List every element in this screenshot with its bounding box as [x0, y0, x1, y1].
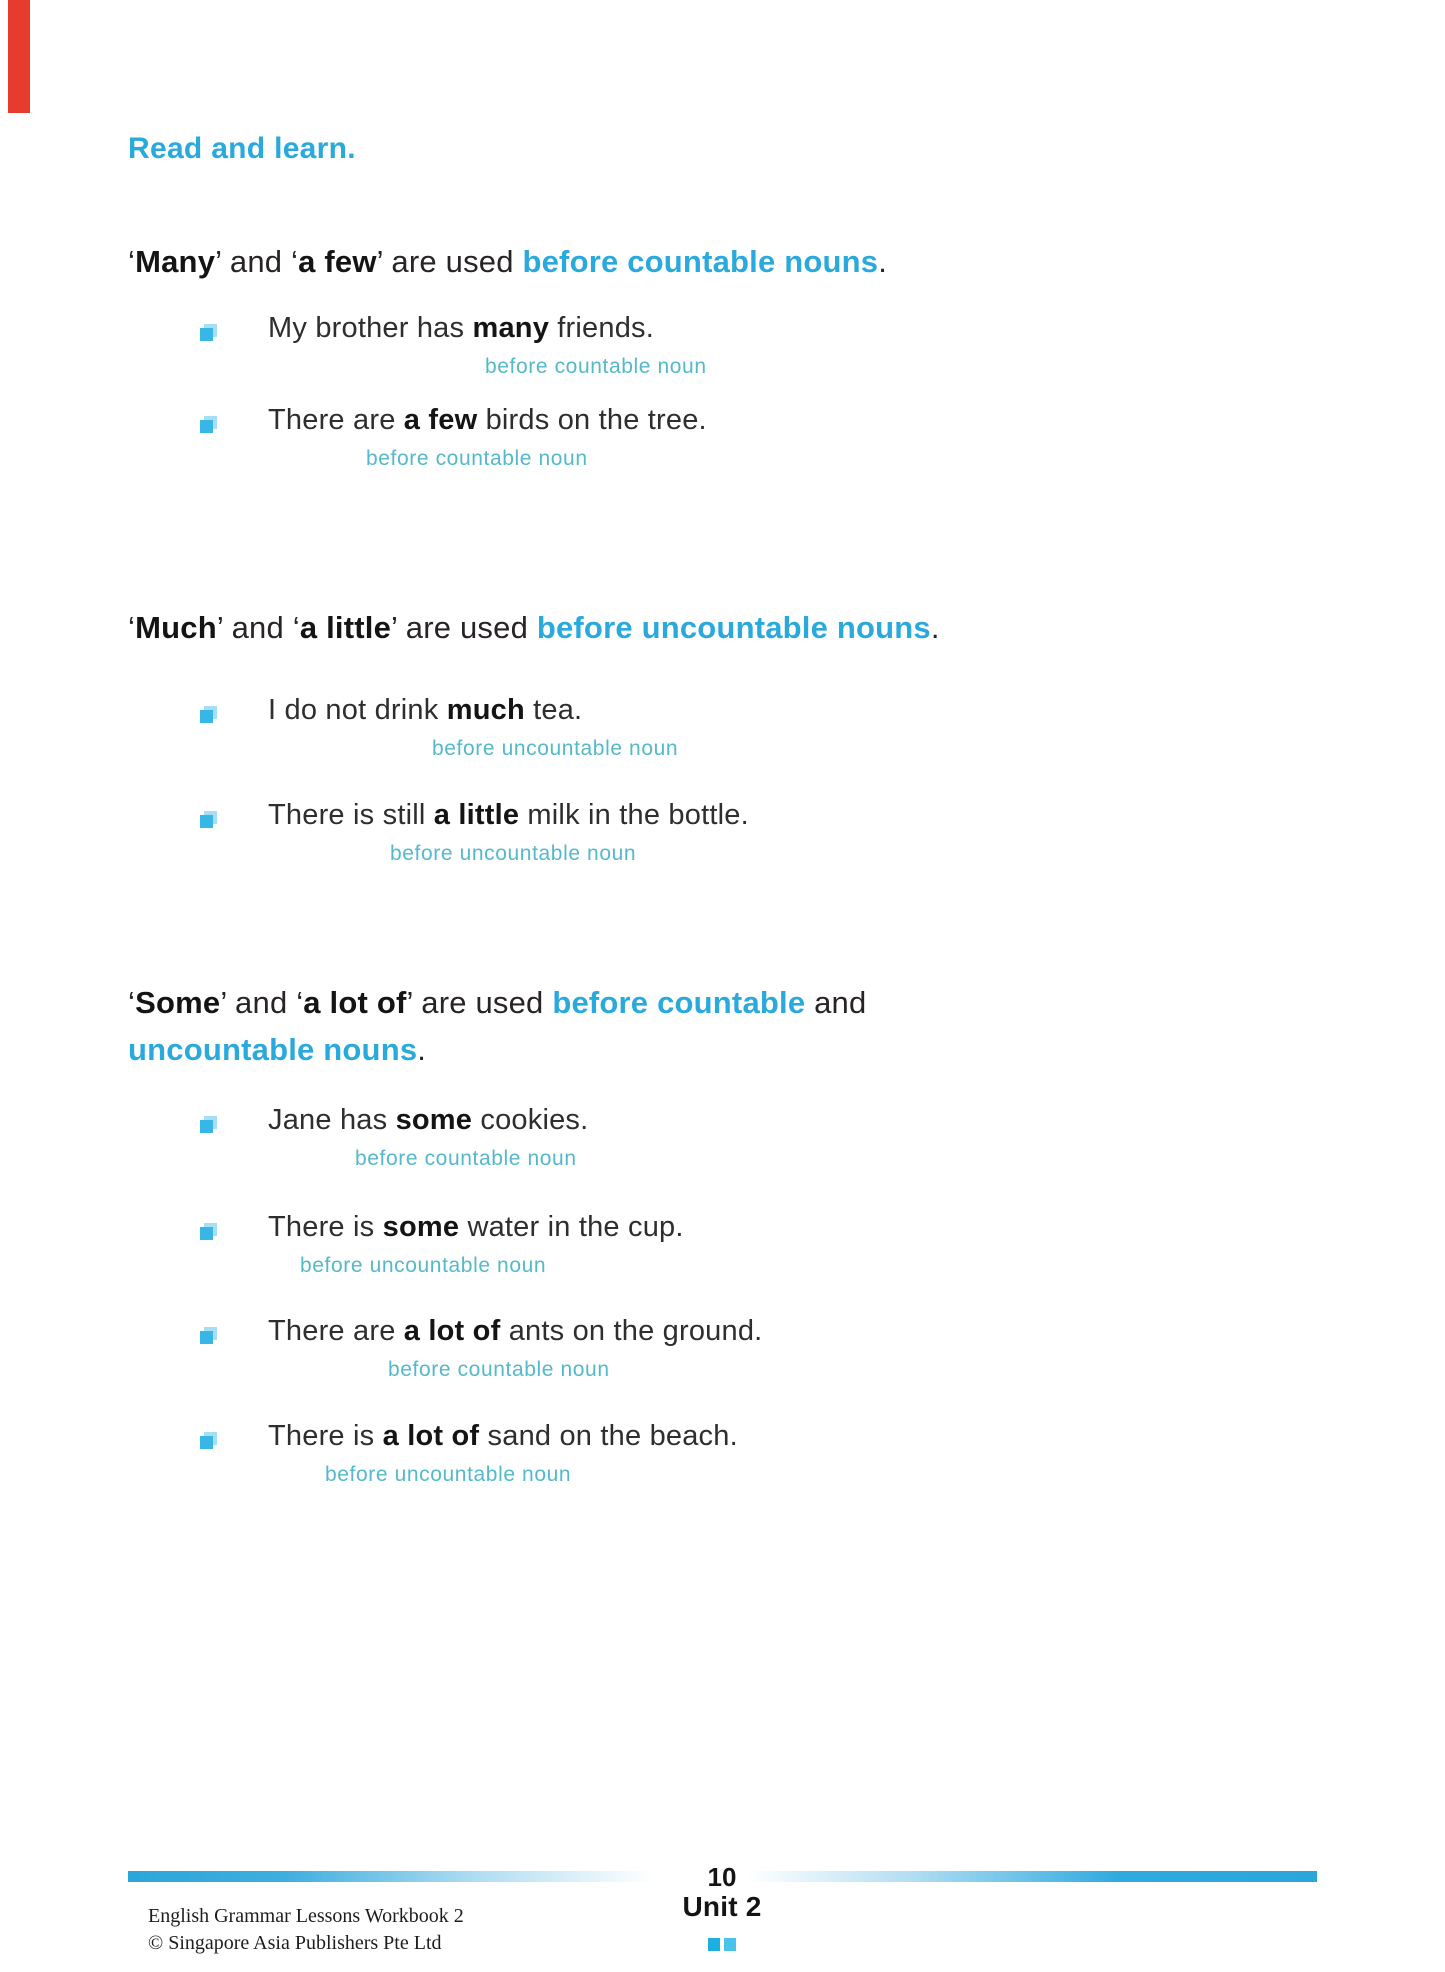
sentence-segment: some — [395, 1104, 473, 1136]
heading-segment: a little — [299, 610, 392, 645]
sentence-segment: Jane has — [268, 1104, 396, 1136]
sentence-segment: I do not drink — [268, 694, 447, 726]
heading-segment: ‘ — [128, 985, 136, 1020]
sentence-segment: a few — [403, 404, 478, 436]
heading-segment: and — [805, 985, 867, 1020]
example-row — [0, 1211, 1445, 1291]
book-title: English Grammar Lessons Workbook 2 — [148, 1905, 464, 1927]
imprint — [148, 1903, 464, 1957]
sentence-segment: many — [472, 312, 550, 344]
unit-square-icon — [708, 1938, 720, 1951]
example-sentence — [268, 1104, 588, 1137]
grammar-annotation: before countable noun — [388, 1358, 610, 1381]
sentence-segment: a lot of — [382, 1420, 480, 1452]
page-number: 10 — [707, 1862, 737, 1892]
heading-segment: before uncountable nouns — [536, 610, 931, 645]
grammar-annotation: before countable noun — [355, 1147, 577, 1170]
heading-segment: ‘ — [128, 610, 136, 645]
section-heading — [128, 238, 1278, 285]
grammar-annotation: before uncountable noun — [325, 1463, 572, 1486]
example-row — [0, 404, 1445, 484]
sentence-segment: water in the cup. — [459, 1211, 684, 1243]
sentence-segment: My brother has — [268, 312, 473, 344]
example-row — [0, 1315, 1445, 1395]
example-row — [0, 1104, 1445, 1184]
page-title: Read and learn. — [128, 132, 356, 165]
sentence-segment: There is — [268, 1211, 383, 1243]
sentence-segment: There are — [268, 404, 404, 436]
red-corner-mark — [8, 0, 30, 113]
section-heading — [128, 979, 1278, 1073]
example-sentence — [268, 404, 707, 437]
cube-bullet-icon — [200, 1116, 217, 1133]
heading-segment: Much — [135, 610, 217, 645]
sentence-segment: sand on the beach. — [479, 1420, 738, 1452]
heading-segment: ’ and ‘ — [216, 610, 300, 645]
sentence-segment: much — [446, 694, 525, 726]
cube-bullet-icon — [200, 1223, 217, 1240]
heading-segment: before countable — [552, 985, 806, 1020]
sentence-segment: There is — [268, 1420, 383, 1452]
heading-segment: ’ are used — [376, 244, 523, 279]
grammar-annotation: before uncountable noun — [300, 1254, 547, 1277]
heading-segment: ’ are used — [406, 985, 553, 1020]
grammar-annotation: before countable noun — [485, 355, 707, 378]
sentence-segment: friends. — [549, 312, 655, 344]
heading-segment: Some — [135, 985, 221, 1020]
heading-segment: a few — [298, 244, 377, 279]
heading-segment: ’ and ‘ — [220, 985, 304, 1020]
unit-label: Unit 2 — [682, 1891, 762, 1922]
example-row — [0, 694, 1445, 774]
cube-bullet-icon — [200, 416, 217, 433]
cube-bullet-icon — [200, 706, 217, 723]
example-sentence — [268, 799, 749, 832]
heading-segment: Many — [135, 244, 216, 279]
heading-segment: ’ and ‘ — [215, 244, 299, 279]
heading-segment: . — [878, 244, 888, 279]
grammar-annotation: before countable noun — [366, 447, 588, 470]
sentence-segment: There is still — [268, 799, 434, 831]
section-heading — [128, 604, 1278, 651]
example-sentence — [268, 1211, 684, 1244]
double-square-icon — [622, 1938, 822, 1951]
heading-segment: a lot of — [303, 985, 407, 1020]
sentence-segment: a lot of — [403, 1315, 501, 1347]
heading-segment: before countable nouns — [522, 244, 879, 279]
sentence-segment: milk in the bottle. — [519, 799, 749, 831]
example-sentence — [268, 1315, 762, 1348]
sentence-segment: a little — [433, 799, 520, 831]
example-row — [0, 799, 1445, 879]
example-sentence — [268, 1420, 738, 1453]
sentence-segment: ants on the ground. — [500, 1315, 763, 1347]
grammar-annotation: before uncountable noun — [432, 737, 679, 760]
example-sentence — [268, 694, 582, 727]
footer-rule-left-icon — [128, 1871, 653, 1882]
sentence-segment: some — [382, 1211, 460, 1243]
copyright-line: © Singapore Asia Publishers Pte Ltd — [148, 1932, 442, 1954]
sentence-segment: cookies. — [472, 1104, 589, 1136]
sentence-segment: tea. — [524, 694, 583, 726]
heading-segment: ’ are used — [391, 610, 537, 645]
sentence-segment: There are — [268, 1315, 404, 1347]
example-sentence — [268, 312, 654, 345]
cube-bullet-icon — [200, 811, 217, 828]
cube-bullet-icon — [200, 1327, 217, 1344]
cube-bullet-icon — [200, 1432, 217, 1449]
heading-segment: . — [930, 610, 940, 645]
example-row — [0, 312, 1445, 392]
unit-square-icon — [724, 1938, 736, 1951]
heading-segment: ‘ — [128, 244, 136, 279]
footer-rule-right-icon — [748, 1871, 1317, 1882]
cube-bullet-icon — [200, 324, 217, 341]
example-row — [0, 1420, 1445, 1500]
heading-segment: uncountable nouns — [128, 1032, 418, 1067]
sentence-segment: birds on the tree. — [477, 404, 707, 436]
heading-segment: . — [417, 1032, 427, 1067]
grammar-annotation: before uncountable noun — [390, 842, 637, 865]
